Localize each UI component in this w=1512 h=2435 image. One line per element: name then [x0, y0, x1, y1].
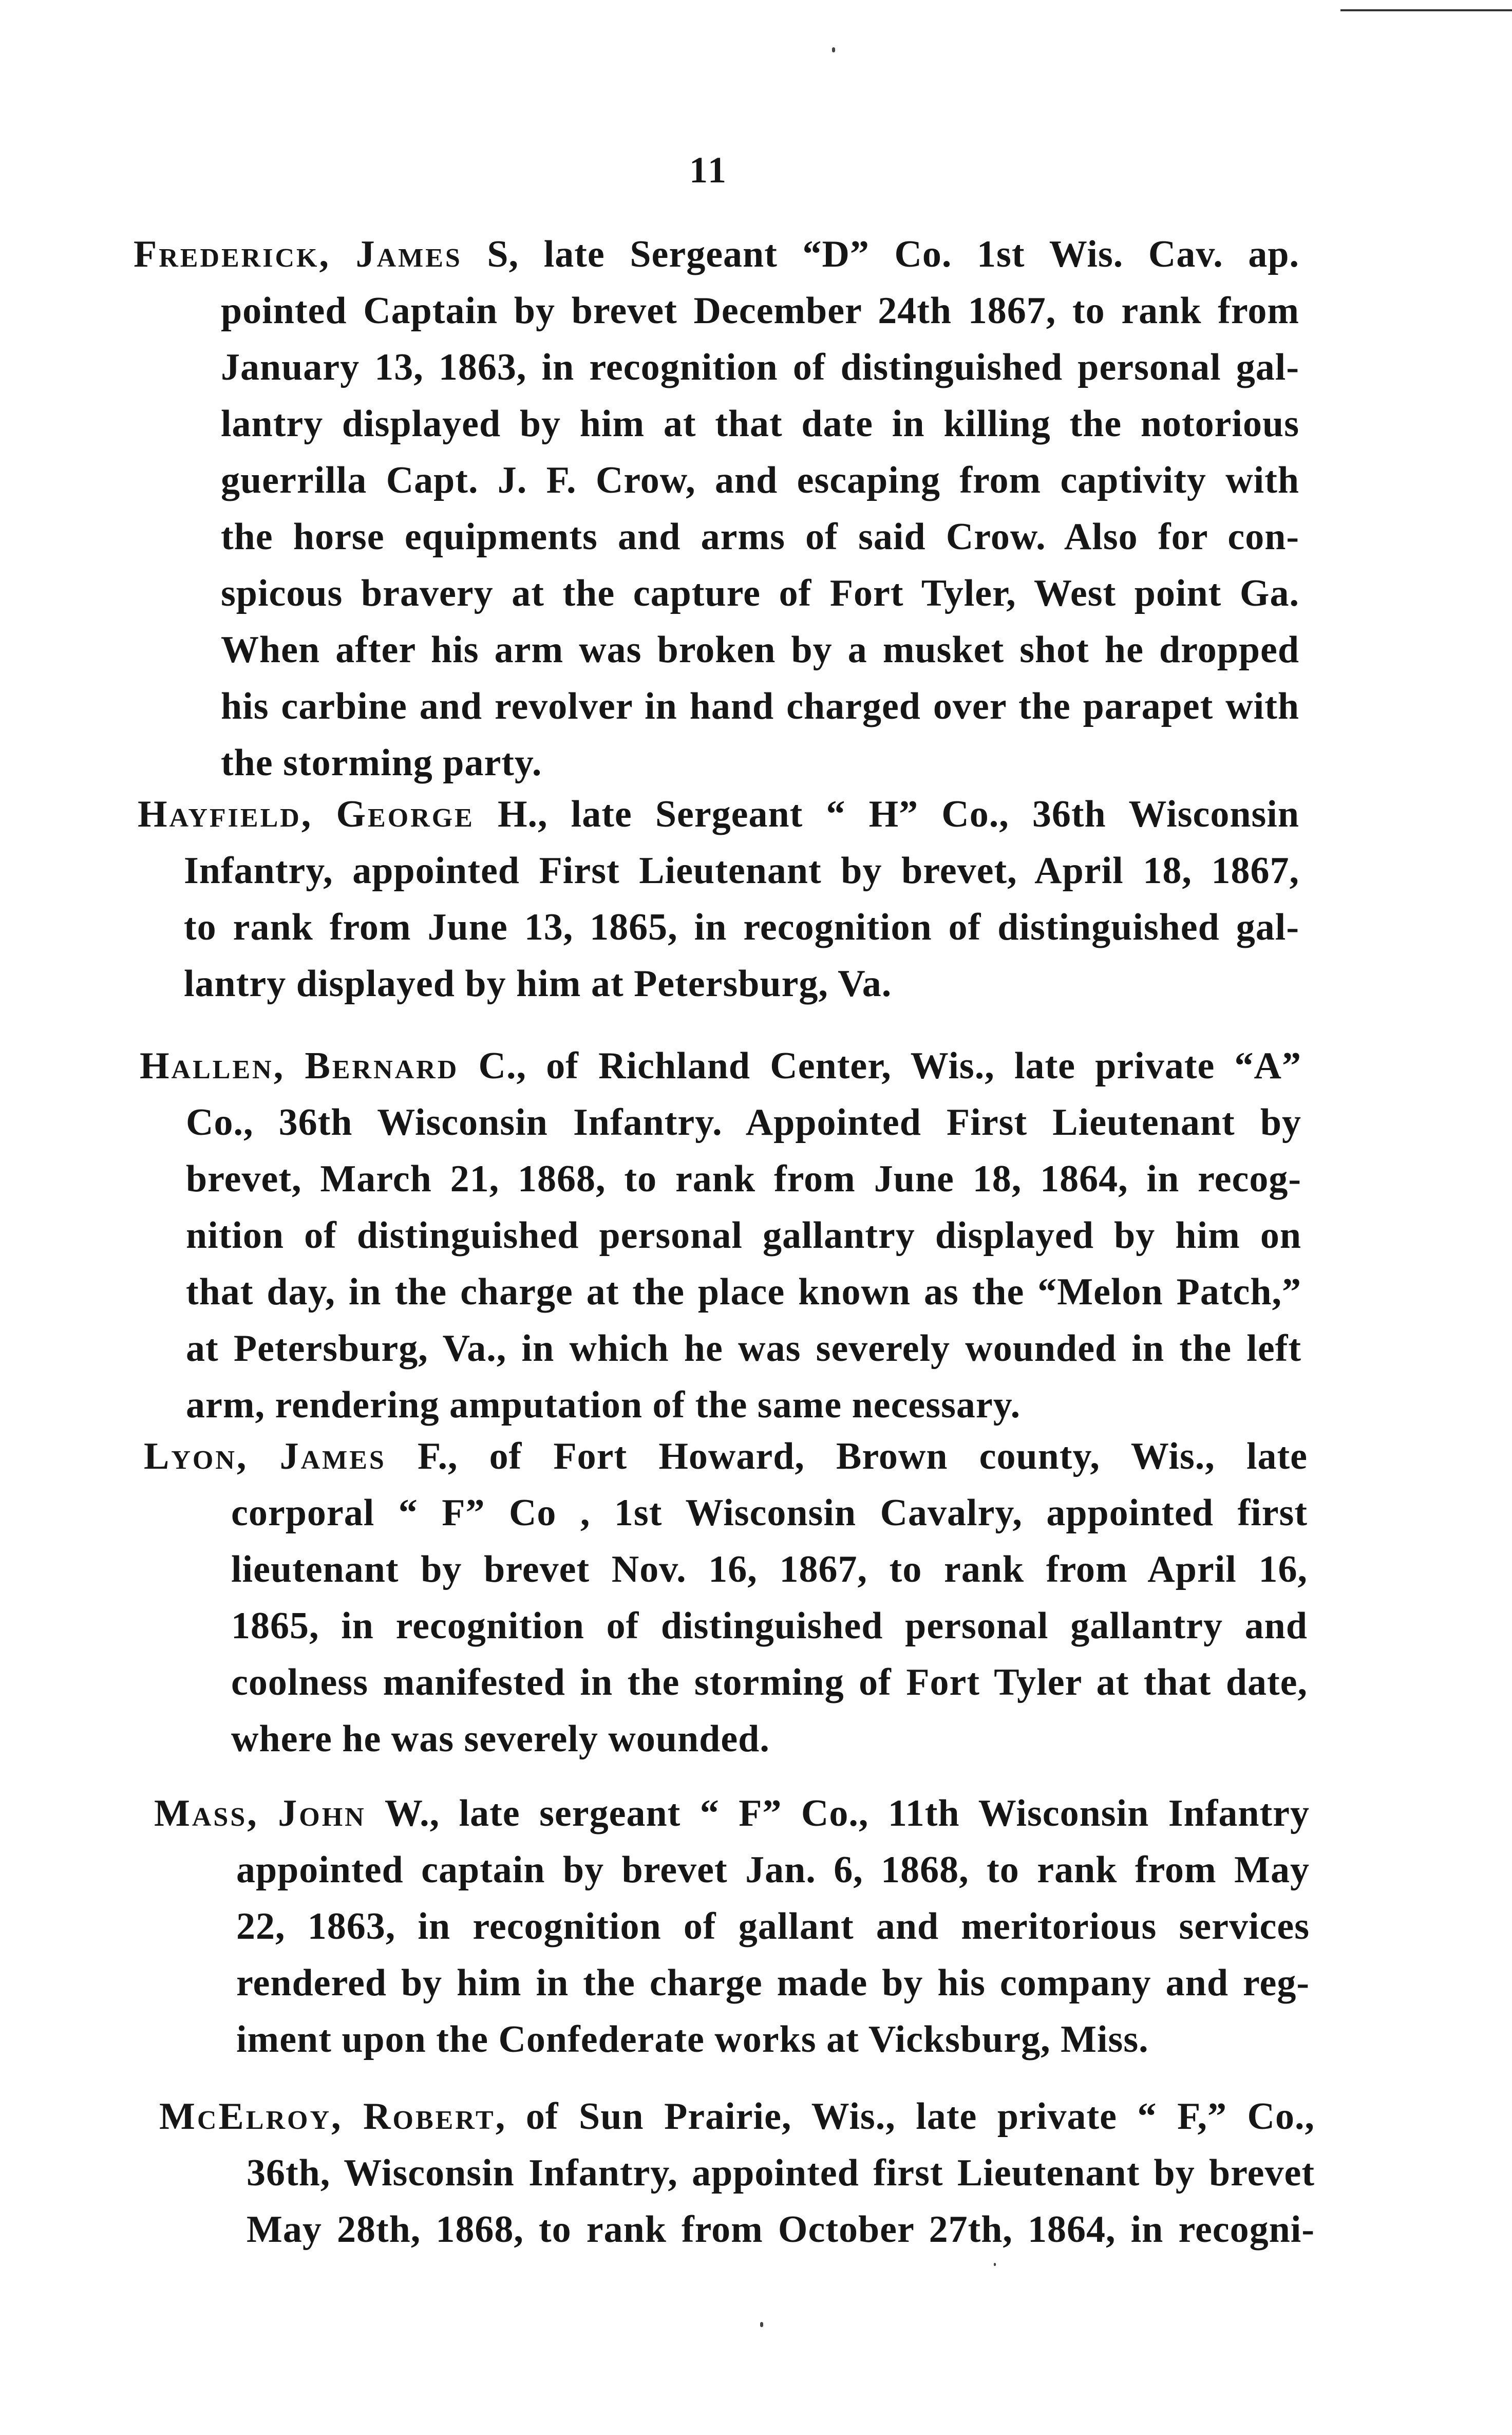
- entry-surname: Hallen,: [140, 1045, 286, 1087]
- entry-mcelroy: [159, 2088, 1315, 2258]
- entry-line: 36th, Wisconsin Infantry, appointed first Lieutenant by brevet: [247, 2152, 1315, 2194]
- entry-line: at Petersburg, Va., in which he was severely wounded in the left: [186, 1327, 1301, 1370]
- entry-line: rendered by him in the charge made by his company and reg-: [236, 1962, 1310, 2004]
- paper-speck: [760, 2322, 763, 2327]
- entry-line: Infantry, appointed First Lieutenant by brevet, April 18, 1867,: [184, 850, 1299, 892]
- entry-line: arm, rendering amputation of the same necessary.: [186, 1384, 1021, 1426]
- entry-lyon: [144, 1428, 1308, 1767]
- entry-line: nition of distinguished personal gallantry displayed by him on: [186, 1214, 1301, 1257]
- entry-line: his carbine and revolver in hand charged over the parapet with: [221, 685, 1299, 727]
- entry-given-name: James: [355, 233, 462, 275]
- entry-surname: Lyon,: [144, 1435, 249, 1477]
- entry-surname: McElroy,: [159, 2095, 343, 2138]
- page-edge-rule: [1340, 9, 1512, 11]
- entry-text: H., late Sergeant “ H” Co., 36th Wisconsin: [474, 793, 1299, 835]
- entry-line: where he was severely wounded.: [231, 1718, 770, 1760]
- entry-text: , of Sun Prairie, Wis., late private “ F,” Co.,: [495, 2095, 1315, 2138]
- entry-line: iment upon the Confederate works at Vicksburg, Miss.: [236, 2018, 1149, 2061]
- entry-first-line: [140, 1038, 1301, 1094]
- entry-first-line: [134, 226, 1299, 283]
- entry-text: C., of Richland Center, Wis., late private “A”: [459, 1045, 1302, 1087]
- entry-line: to rank from June 13, 1865, in recognition of distinguished gal-: [184, 906, 1299, 948]
- entry-line: 22, 1863, in recognition of gallant and meritorious services: [236, 1905, 1310, 1947]
- entry-line: 1865, in recognition of distinguished personal gallantry and: [231, 1605, 1308, 1647]
- entry-line: guerrilla Capt. J. F. Crow, and escaping from captivity with: [221, 459, 1299, 501]
- entry-line: brevet, March 21, 1868, to rank from June 18, 1864, in recog-: [186, 1158, 1301, 1200]
- entry-text: W., late sergeant “ F” Co., 11th Wisconsin Infantry: [366, 1792, 1310, 1834]
- entry-given-name: Bernard: [305, 1045, 459, 1087]
- entry-text: F., of Fort Howard, Brown county, Wis., late: [386, 1435, 1308, 1477]
- entry-line: that day, in the charge at the place known as the “Melon Patch,”: [186, 1271, 1301, 1313]
- entry-line: When after his arm was broken by a musket shot he dropped: [221, 629, 1299, 671]
- entry-given-name: James: [279, 1435, 386, 1477]
- paper-speck: [832, 47, 835, 52]
- entry-surname: Mass,: [154, 1792, 259, 1834]
- page-number: 11: [689, 149, 729, 191]
- entry-line: pointed Captain by brevet December 24th 1867, to rank from: [221, 290, 1299, 332]
- entry-line: the storming party.: [221, 742, 542, 784]
- entry-given-name: George: [336, 793, 475, 835]
- entry-line: lantry displayed by him at that date in killing the notorious: [221, 403, 1299, 445]
- entry-line: Co., 36th Wisconsin Infantry. Appointed First Lieutenant by: [186, 1101, 1301, 1144]
- entry-first-line: [138, 786, 1299, 842]
- entry-first-line: [144, 1428, 1308, 1485]
- entry-line: the horse equipments and arms of said Crow. Also for con-: [221, 516, 1299, 558]
- entry-line: lieutenant by brevet Nov. 16, 1867, to rank from April 16,: [231, 1548, 1308, 1590]
- entry-first-line: [154, 1785, 1310, 1842]
- entry-line: January 13, 1863, in recognition of distinguished personal gal-: [221, 346, 1299, 388]
- entry-line: spicous bravery at the capture of Fort Tyler, West point Ga.: [221, 572, 1299, 614]
- entry-surname: Frederick,: [134, 233, 331, 275]
- entry-hayfield: [138, 786, 1299, 1012]
- entry-hallen: [140, 1038, 1301, 1433]
- entry-mass: [154, 1785, 1310, 2068]
- entry-given-name: John: [278, 1792, 366, 1834]
- entry-given-name: Robert: [363, 2095, 496, 2138]
- entry-line: lantry displayed by him at Petersburg, Va.: [184, 963, 892, 1005]
- paper-speck: [994, 2263, 996, 2266]
- entry-first-line: [159, 2088, 1315, 2145]
- entry-line: coolness manifested in the storming of Fort Tyler at that date,: [231, 1661, 1308, 1703]
- entry-line: corporal “ F” Co , 1st Wisconsin Cavalry, appointed first: [231, 1492, 1308, 1534]
- entry-line: appointed captain by brevet Jan. 6, 1868, to rank from May: [236, 1849, 1310, 1891]
- entry-surname: Hayfield,: [138, 793, 313, 835]
- entry-frederick: [134, 226, 1299, 791]
- entry-line: May 28th, 1868, to rank from October 27th, 1864, in recogni-: [247, 2208, 1315, 2251]
- entry-text: S, late Sergeant “D” Co. 1st Wis. Cav. ap.: [462, 233, 1299, 275]
